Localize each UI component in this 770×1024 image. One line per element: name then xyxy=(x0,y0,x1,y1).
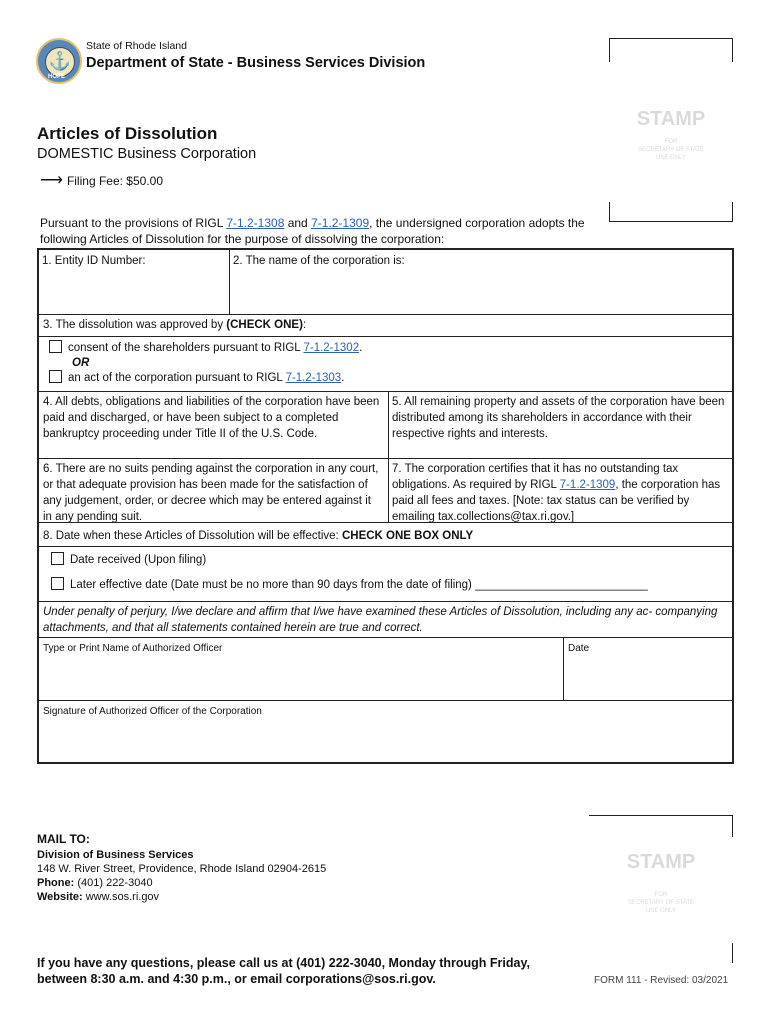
mail-to-block xyxy=(37,832,326,904)
arrow-right-icon: ⟶ xyxy=(40,172,63,189)
page-subtitle: DOMESTIC Business Corporation xyxy=(37,146,257,162)
perjury-statement: Under penalty of perjury, I/we declare and affirm that I/we have examined these Articles of Dissolution, including any ac- companying attachments, and that all statements contained herein are true and correct. xyxy=(43,606,718,634)
state-seal-logo xyxy=(36,38,82,84)
contact-questions: If you have any questions, please call us at (401) 222-3040, Monday through Friday, between 8:30 a.m. and 4:30 p.m., or email corporations@sos.ri.gov. xyxy=(37,956,530,986)
approval-option-shareholders: consent of the shareholders pursuant to RIGL 7-1.2-1302. xyxy=(49,340,719,356)
stamp-word: STAMP xyxy=(636,108,706,130)
department-name: Department of State - Business Services Division xyxy=(86,55,426,71)
stamp2-note-1: FOR xyxy=(654,892,668,898)
anchor-icon: ⚓ xyxy=(48,51,72,71)
corporation-name-label: 2. The name of the corporation is: xyxy=(233,255,405,267)
approval-label: 3. The dissolution was approved by (CHECK ONE): xyxy=(43,319,307,331)
rigl-link-1308[interactable]: 7-1.2-1308 xyxy=(226,216,285,230)
form-number: FORM 111 - Revised: 03/2021 xyxy=(594,975,729,986)
pursuant-statement xyxy=(40,215,600,247)
effective-date-label: 8. Date when these Articles of Dissolution will be effective: CHECK ONE BOX ONLY xyxy=(43,530,474,542)
state-name: State of Rhode Island xyxy=(86,40,187,52)
seal-label: HOPE xyxy=(48,74,66,80)
stamp-word-2: STAMP xyxy=(626,851,696,873)
rigl-link-1309[interactable]: 7-1.2-1309 xyxy=(311,216,370,230)
stamp-note-3: USE ONLY xyxy=(656,155,686,161)
pursuant-text-2: and xyxy=(284,216,312,230)
shareholders-consent-checkbox[interactable] xyxy=(49,340,62,353)
item-4-debts: 4. All debts, obligations and liabilities of the corporation have been paid and discharged, or have been subject to a completed bankruptcy proceeding under Title II of the U.S. Code. xyxy=(43,396,380,440)
filing-fee xyxy=(40,170,163,190)
filing-fee-text: Filing Fee: $50.00 xyxy=(66,174,163,188)
date-field[interactable] xyxy=(564,638,732,700)
or-label: OR xyxy=(72,357,90,369)
website-line: Website: www.sos.ri.gov xyxy=(37,891,160,903)
effective-date-option-filing: Date received (Upon filing) xyxy=(51,552,721,568)
entity-id-label: 1. Entity ID Number: xyxy=(42,255,146,267)
stamp-box-bottom xyxy=(589,815,733,963)
stamp-note-2: SECRETARY OF STATE xyxy=(637,147,705,153)
stamp-box-top xyxy=(609,38,733,222)
pursuant-text-3: , the undersigned corporation adopts the following Articles of Dissolution for the purpose of dissolving the corporation: xyxy=(40,216,585,246)
item-5-assets: 5. All remaining property and assets of the corporation have been distributed among its shareholders in accordance with their respective rights and interests. xyxy=(392,396,725,440)
mail-to-heading: MAIL TO: xyxy=(37,832,90,846)
signature-field[interactable] xyxy=(39,701,732,762)
stamp2-note-3: USE ONLY xyxy=(646,908,676,914)
signature-label: Signature of Authorized Officer of the Corporation xyxy=(43,706,262,717)
date-received-checkbox[interactable] xyxy=(51,552,64,565)
officer-name-label: Type or Print Name of Authorized Officer xyxy=(43,643,223,654)
pursuant-text-1: Pursuant to the provisions of RIGL xyxy=(40,216,227,230)
stamp-note-1: FOR xyxy=(664,139,678,145)
item-6-suits: 6. There are no suits pending against the corporation in any court, or that adequate provision has been made for the satisfaction of any judgement, order, or decree which may be entered against it in any pending suit. xyxy=(43,463,379,523)
effective-date-option-later: Later effective date (Date must be no more than 90 days from the date of filing) ___________________________ xyxy=(51,577,729,593)
corporation-act-checkbox[interactable] xyxy=(49,370,62,383)
item-7-tax: 7. The corporation certifies that it has no outstanding tax obligations. As required by RIGL 7-1.2-1309, the corporation has paid all fees and taxes. [Note: tax status can be verified by emailing tax.collections@tax.ri.gov.] xyxy=(392,463,721,523)
entity-id-field[interactable] xyxy=(39,250,229,314)
date-label: Date xyxy=(568,643,590,654)
approval-option-corporation-act: an act of the corporation pursuant to RIGL 7-1.2-1303. xyxy=(49,370,719,386)
phone-line: Phone: (401) 222-3040 xyxy=(37,877,153,889)
stamp2-note-2: SECRETARY OF STATE xyxy=(627,900,695,906)
later-date-checkbox[interactable] xyxy=(51,577,64,590)
page-title: Articles of Dissolution xyxy=(37,124,218,143)
dissolution-form xyxy=(37,248,734,764)
officer-name-field[interactable] xyxy=(39,638,563,700)
rigl-link-1309-tax[interactable]: 7-1.2-1309 xyxy=(559,479,616,491)
corporation-name-field[interactable] xyxy=(230,250,732,314)
mail-address: 148 W. River Street, Providence, Rhode Island 02904-2615 xyxy=(37,863,327,875)
division-name: Division of Business Services xyxy=(37,849,194,861)
rigl-link-1302[interactable]: 7-1.2-1302 xyxy=(303,342,360,354)
rigl-link-1303[interactable]: 7-1.2-1303 xyxy=(285,372,342,384)
